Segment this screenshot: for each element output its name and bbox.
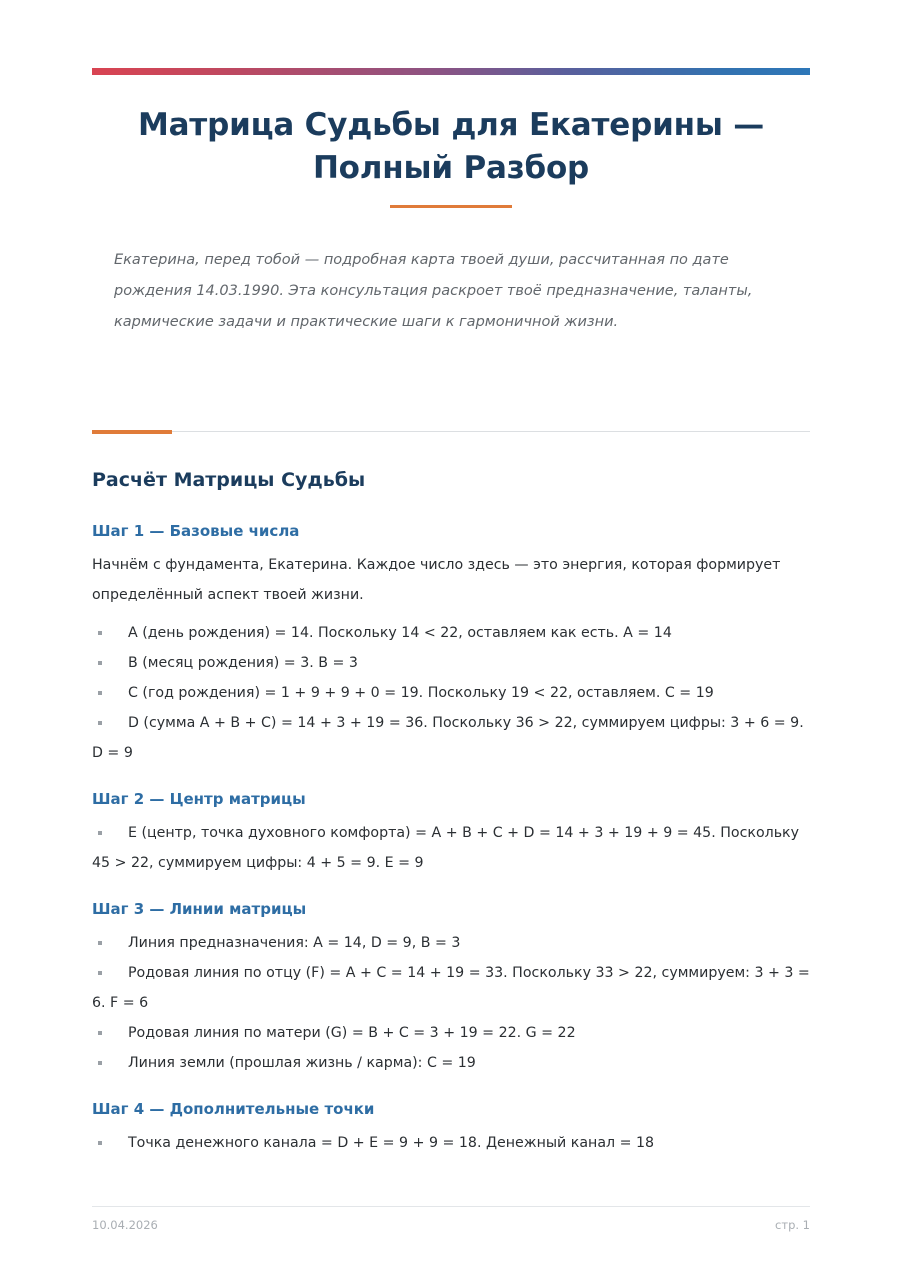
spacer <box>92 768 810 788</box>
section-divider <box>92 430 810 434</box>
list-item-text: A (день рождения) = 14. Поскольку 14 < 22, оставляем как есть. A = 14 <box>128 625 672 641</box>
step-block-1 <box>92 520 810 768</box>
step-4-bullet-list <box>92 1128 810 1158</box>
list-item-text: Родовая линия по матери (G) = B + C = 3 + 19 = 22. G = 22 <box>128 1025 576 1041</box>
footer-date: 10.04.2026 <box>92 1218 158 1232</box>
bullet-marker-icon <box>98 1031 102 1035</box>
step-block-4 <box>92 1098 810 1158</box>
list-item-text: C (год рождения) = 1 + 9 + 9 + 0 = 19. Поскольку 19 < 22, оставляем. C = 19 <box>128 685 714 701</box>
section-heading: Расчёт Матрицы Судьбы <box>92 469 366 491</box>
spacer <box>92 810 810 818</box>
list-item-text: Точка денежного канала = D + E = 9 + 9 = 18. Денежный канал = 18 <box>128 1135 655 1151</box>
list-item <box>92 708 810 768</box>
footer-rule <box>92 1206 810 1207</box>
bullet-marker-icon <box>98 721 102 725</box>
bullet-marker-icon <box>98 631 102 635</box>
divider-rule <box>172 431 810 432</box>
content-column <box>92 466 810 1158</box>
step-1-bullet-list <box>92 618 810 768</box>
header-gradient-bar <box>92 68 810 75</box>
title-underline-accent <box>390 205 512 208</box>
list-item-text: Линия земли (прошлая жизнь / карма): C = 19 <box>128 1055 476 1071</box>
page-footer <box>92 1206 810 1232</box>
bullet-marker-icon <box>98 831 102 835</box>
list-item <box>92 618 810 648</box>
list-item <box>92 1048 810 1078</box>
step-heading-3: Шаг 3 — Линии матрицы <box>92 900 307 918</box>
intro-paragraph: Екатерина, перед тобой — подробная карта твоей души, рассчитанная по дате рождения 14.03.1990. Эта консультация раскроет твоё предназначение, таланты, кармические задачи и практические шаги к гармоничной жизни. <box>114 251 753 330</box>
page-title: Матрица Судьбы для Екатерины — Полный Разбор <box>137 107 765 186</box>
spacer <box>92 542 810 550</box>
list-item <box>92 1018 810 1048</box>
spacer <box>92 1078 810 1098</box>
list-item-text: E (центр, точка духовного комфорта) = A + B + C + D = 14 + 3 + 19 + 9 = 45. Поскольку 45 > 22, суммируем цифры: 4 + 5 = 9. E = 9 <box>92 825 800 871</box>
list-item <box>92 958 810 1018</box>
list-item-text: D (сумма A + B + C) = 14 + 3 + 19 = 36. Поскольку 36 > 22, суммируем цифры: 3 + 6 = 9. D = 9 <box>92 715 804 761</box>
spacer <box>92 1120 810 1128</box>
list-item <box>92 928 810 958</box>
list-item <box>92 648 810 678</box>
bullet-marker-icon <box>98 691 102 695</box>
list-item-text: Родовая линия по отцу (F) = A + C = 14 + 19 = 33. Поскольку 33 > 22, суммируем: 3 + 3 = 6. F = 6 <box>92 965 810 1011</box>
step-2-bullet-list <box>92 818 810 878</box>
divider-accent-dash <box>92 430 172 434</box>
step-1-intro-text: Начнём с фундамента, Екатерина. Каждое число здесь — это энергия, которая формирует определённый аспект твоей жизни. <box>92 557 781 603</box>
step-heading-1: Шаг 1 — Базовые числа <box>92 522 300 540</box>
title-block <box>92 104 810 208</box>
spacer <box>92 878 810 898</box>
spacer <box>92 494 810 520</box>
bullet-marker-icon <box>98 1141 102 1145</box>
step-heading-4: Шаг 4 — Дополнительные точки <box>92 1100 375 1118</box>
bullet-marker-icon <box>98 661 102 665</box>
list-item <box>92 1128 810 1158</box>
spacer <box>92 610 810 618</box>
bullet-marker-icon <box>98 941 102 945</box>
list-item <box>92 818 810 878</box>
footer-page-number: стр. 1 <box>775 1218 810 1232</box>
step-heading-2: Шаг 2 — Центр матрицы <box>92 790 306 808</box>
step-block-3 <box>92 898 810 1078</box>
step-block-2 <box>92 788 810 878</box>
bullet-marker-icon <box>98 1061 102 1065</box>
list-item-text: Линия предназначения: A = 14, D = 9, B = 3 <box>128 935 461 951</box>
step-3-bullet-list <box>92 928 810 1078</box>
footer-row <box>92 1218 810 1232</box>
spacer <box>92 920 810 928</box>
list-item <box>92 678 810 708</box>
list-item-text: B (месяц рождения) = 3. B = 3 <box>128 655 358 671</box>
bullet-marker-icon <box>98 971 102 975</box>
